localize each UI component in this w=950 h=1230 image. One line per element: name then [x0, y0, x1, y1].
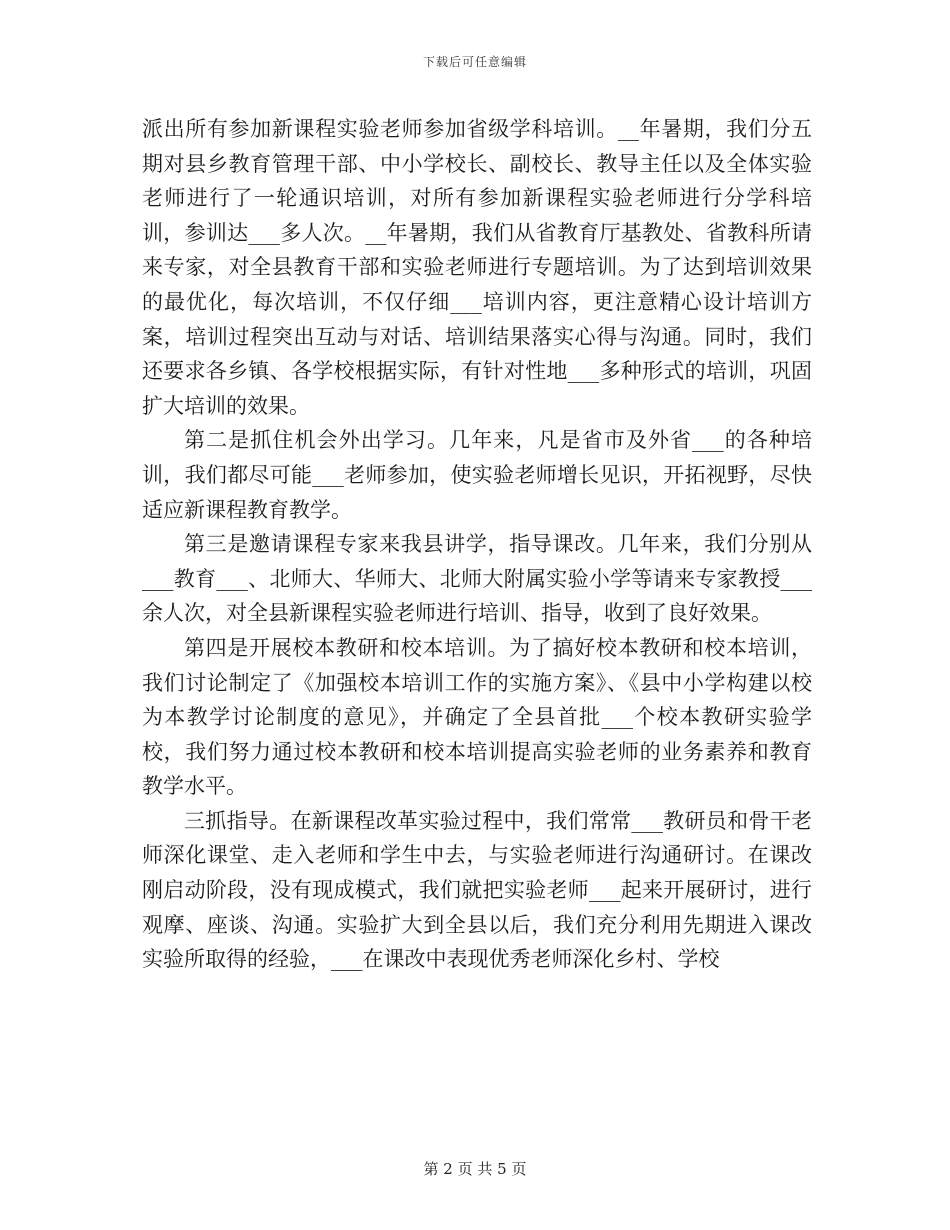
paragraph-1: 派出所有参加新课程实验老师参加省级学科培训。__年暑期，我们分五期对县乡教育管理干部、中小学校长、副校长、教导主任以及全体实验老师进行了一轮通识培训，对所有参加新课程实验老师进行分学科培训，参训达___多人次。__年暑期，我们从省教育厅基教处、省教科所请来专家，对全县教育干部和实验老师进行专题培训。为了达到培训效果的最优化，每次培训，不仅仔细___培训内容，更注意精心设计培训方案，培训过程突出互动与对话、培训结果落实心得与沟通。同时，我们还要求各乡镇、各学校根据实际，有针对性地___多种形式的培训，巩固扩大培训的效果。	[142, 117, 812, 418]
document-body	[142, 112, 812, 977]
paragraph-4: 第四是开展校本教研和校本培训。为了搞好校本教研和校本培训，我们讨论制定了《加强校本培训工作的实施方案》、《县中小学构建以校为本教学讨论制度的意见》，并确定了全县首批___个校本教研实验学校，我们努力通过校本教研和校本培训提高实验老师的业务素养和教育教学水平。	[142, 635, 812, 799]
page-header: 下载后可任意编辑	[422, 55, 527, 69]
page-number: 第 2 页 共 5 页	[423, 1160, 527, 1178]
paragraph-5: 三抓指导。在新课程改革实验过程中，我们常常___教研员和骨干老师深化课堂、走入老师和学生中去，与实验老师进行沟通研讨。在课改刚启动阶段，没有现成模式，我们就把实验老师___起来开展研讨，进行观摩、座谈、沟通。实验扩大到全县以后，我们充分利用先期进入课改实验所取得的经验，___在课改中表现优秀老师深化乡村、学校	[142, 808, 812, 972]
paragraph-3: 第三是邀请课程专家来我县讲学，指导课改。几年来，我们分别从___教育___、北师大、华师大、北师大附属实验小学等请来专家教授___余人次，对全县新课程实验老师进行培训、指导，收到了良好效果。	[142, 532, 812, 626]
paragraph-2: 第二是抓住机会外出学习。几年来，凡是省市及外省___的各种培训，我们都尽可能___老师参加，使实验老师增长见识，开拓视野，尽快适应新课程教育教学。	[142, 428, 812, 522]
